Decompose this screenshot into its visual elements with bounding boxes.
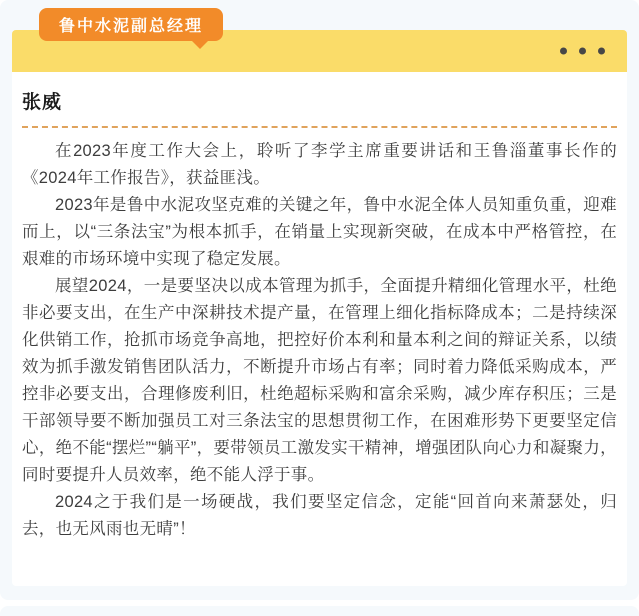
article-body <box>22 138 617 543</box>
author-name: 张威 <box>22 92 63 113</box>
paragraph: 展望2024，一是要坚决以成本管理为抓手，全面提升精细化管理水平，杜绝非必要支出，在生产中深耕技术提产量，在管理上细化指标降成本；二是持续深化供销工作，抢抓市场竞争高地，把控好价本利和量本利之间的辩证关系，以绩效为抓手激发销售团队活力，不断提升市场占有率；同时着力降低采购成本，严控非必要支出，合理修废利旧，杜绝超标采购和富余采购，减少库存积压；三是干部领导要不断加强员工对三条法宝的思想贯彻工作，在困难形势下更要坚定信心，绝不能“摆烂”“躺平”，要带领员工激发实干精神，增强团队向心力和凝聚力，同时要提升人员效率，绝不能人浮于事。 <box>22 277 617 484</box>
article-card <box>12 72 627 586</box>
paragraph: 在2023年度工作大会上，聆听了李学主席重要讲话和王鲁淄董事长作的《2024年工作报告》，获益匪浅。 <box>22 142 617 187</box>
dot <box>560 48 567 55</box>
dot <box>579 48 586 55</box>
paragraph: 2024之于我们是一场硬战，我们要坚定信念，定能“回首向来萧瑟处，归去，也无风雨也无晴”！ <box>22 493 617 538</box>
role-badge <box>39 8 223 41</box>
paragraph: 2023年是鲁中水泥攻坚克难的关键之年，鲁中水泥全体人员知重负重，迎难而上，以“三条法宝”为根本抓手，在销量上实现新突破，在成本中严格管控，在艰难的市场环境中实现了稳定发展。 <box>22 196 617 268</box>
dot <box>598 48 605 55</box>
dashed-divider <box>22 126 617 128</box>
role-badge-label: 鲁中水泥副总经理 <box>59 18 204 35</box>
next-card-stub <box>0 606 639 616</box>
more-options-icon[interactable] <box>560 48 605 55</box>
